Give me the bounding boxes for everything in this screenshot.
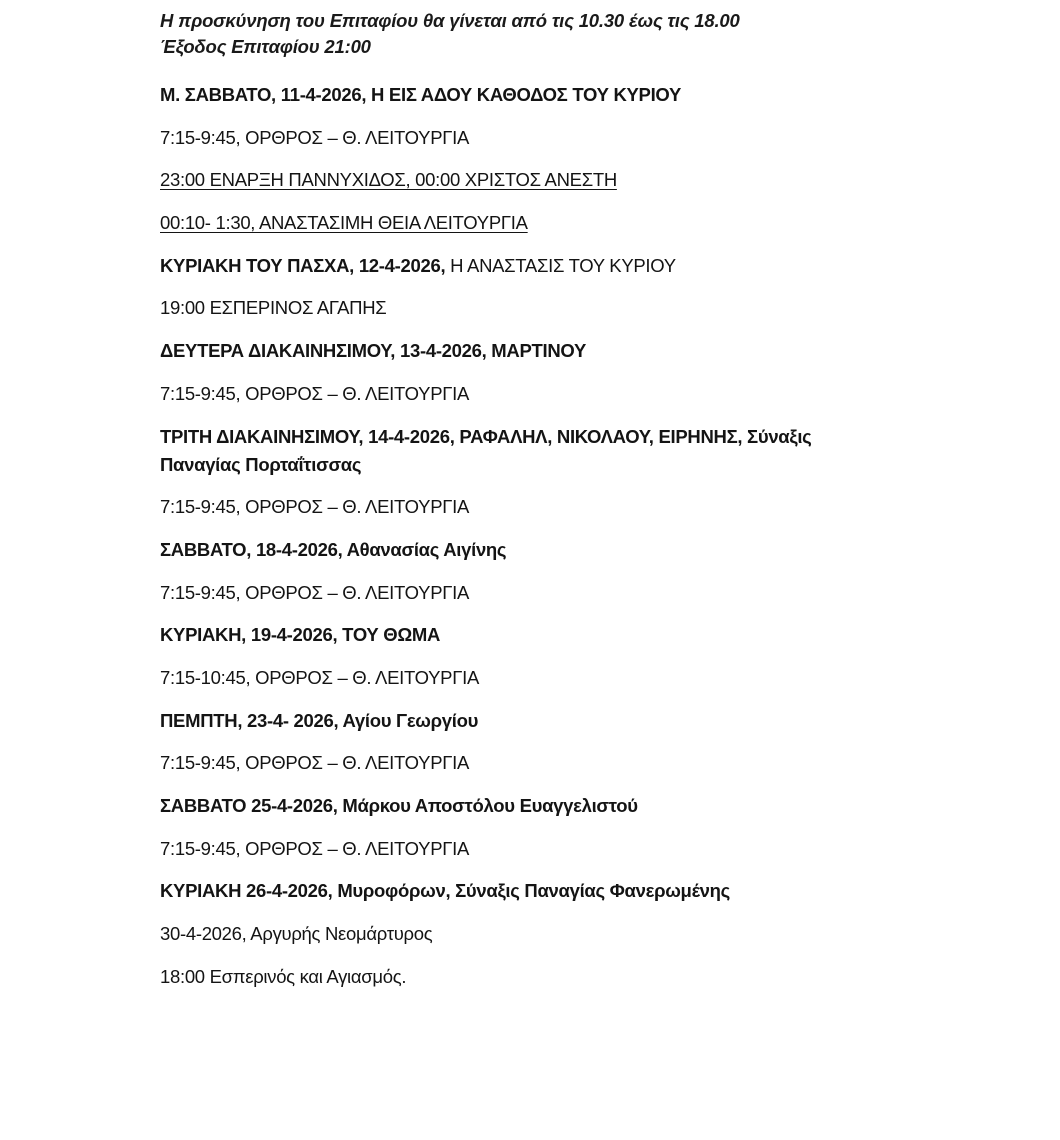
- day-heading: [160, 707, 880, 735]
- service-time-entry: [160, 294, 880, 322]
- day-title: ΚΥΡΙΑΚΗ, 19-4-2026, ΤΟΥ ΘΩΜΑ: [160, 624, 441, 646]
- service-text: 23:00 ΕΝΑΡΞΗ ΠΑΝΝΥΧΙΔΟΣ, 00:00 ΧΡΙΣΤΟΣ ΑΝΕΣΤΗ: [160, 169, 617, 191]
- service-time-entry: [160, 209, 880, 237]
- service-text: 7:15-9:45, ΟΡΘΡΟΣ – Θ. ΛΕΙΤΟΥΡΓΙΑ: [160, 496, 469, 518]
- service-time-entry: [160, 835, 880, 863]
- service-text: 00:10- 1:30, ΑΝΑΣΤΑΣΙΜΗ ΘΕΙΑ ΛΕΙΤΟΥΡΓΙΑ: [160, 212, 528, 234]
- day-heading: [160, 792, 880, 820]
- service-time-entry: [160, 920, 880, 948]
- veneration-hours-note: Η προσκύνηση του Επιταφίου θα γίνεται από τις 10.30 έως τις 18.00: [160, 10, 740, 31]
- epitaph-procession-note: Έξοδος Επιταφίου 21:00: [160, 36, 371, 57]
- day-feast: Η ΑΝΑΣΤΑΣΙΣ ΤΟΥ ΚΥΡΙΟΥ: [445, 254, 676, 276]
- service-text: 7:15-9:45, ΟΡΘΡΟΣ – Θ. ΛΕΙΤΟΥΡΓΙΑ: [160, 752, 469, 774]
- service-time-entry: [160, 493, 880, 521]
- service-text: 18:00 Εσπερινός και Αγιασμός.: [160, 965, 407, 987]
- day-title: Μ. ΣΑΒΒΑΤΟ, 11-4-2026, Η ΕΙΣ ΑΔΟΥ ΚΑΘΟΔΟΣ ΤΟΥ ΚΥΡΙΟΥ: [160, 84, 682, 105]
- day-title: ΔΕΥΤΕΡΑ ΔΙΑΚΑΙΝΗΣΙΜΟΥ, 13-4-2026, ΜΑΡΤΙΝΟΥ: [160, 340, 587, 362]
- day-heading: [160, 877, 880, 905]
- day-heading: [160, 81, 880, 109]
- service-text: 7:15-9:45, ΟΡΘΡΟΣ – Θ. ΛΕΙΤΟΥΡΓΙΑ: [160, 382, 469, 404]
- service-time-entry: [160, 166, 880, 194]
- service-time-entry: [160, 380, 880, 408]
- day-heading: [160, 621, 880, 649]
- day-heading: [160, 536, 880, 564]
- day-heading: [160, 423, 880, 479]
- service-text: 7:15-10:45, ΟΡΘΡΟΣ – Θ. ΛΕΙΤΟΥΡΓΙΑ: [160, 666, 479, 688]
- service-time-entry: [160, 963, 880, 991]
- service-schedule: [160, 81, 880, 991]
- service-text: 7:15-9:45, ΟΡΘΡΟΣ – Θ. ΛΕΙΤΟΥΡΓΙΑ: [160, 581, 469, 603]
- day-heading: [160, 337, 880, 365]
- epitaph-notice: [160, 8, 880, 60]
- document-page: [160, 8, 880, 1005]
- day-title: ΣΑΒΒΑΤΟ 25-4-2026, Μάρκου Αποστόλου Ευαγγελιστού: [160, 795, 638, 816]
- service-text: 7:15-9:45, ΟΡΘΡΟΣ – Θ. ΛΕΙΤΟΥΡΓΙΑ: [160, 126, 469, 148]
- service-text: 19:00 ΕΣΠΕΡΙΝΟΣ ΑΓΑΠΗΣ: [160, 297, 387, 319]
- service-time-entry: [160, 579, 880, 607]
- service-text: 7:15-9:45, ΟΡΘΡΟΣ – Θ. ΛΕΙΤΟΥΡΓΙΑ: [160, 837, 469, 859]
- service-time-entry: [160, 124, 880, 152]
- day-title: ΣΑΒΒΑΤΟ, 18-4-2026, Αθανασίας Αιγίνης: [160, 538, 507, 560]
- service-time-entry: [160, 749, 880, 777]
- service-text: 30-4-2026, Αργυρής Νεομάρτυρος: [160, 923, 433, 945]
- day-heading: [160, 252, 880, 280]
- day-title: ΠΕΜΠΤΗ, 23-4- 2026, Αγίου Γεωργίου: [160, 709, 479, 731]
- day-title: ΚΥΡΙΑΚΗ ΤΟΥ ΠΑΣΧΑ, 12-4-2026,: [160, 254, 446, 276]
- day-title: ΤΡΙΤΗ ΔΙΑΚΑΙΝΗΣΙΜΟΥ, 14-4-2026, ΡΑΦΑΛΗΛ, ΝΙΚΟΛΑΟΥ, ΕΙΡΗΝΗΣ, Σύναξις Παναγίας Πορταΐτισσας: [160, 425, 812, 475]
- day-title: ΚΥΡΙΑΚΗ 26-4-2026, Μυροφόρων, Σύναξις Παναγίας Φανερωμένης: [160, 880, 730, 902]
- service-time-entry: [160, 664, 880, 692]
